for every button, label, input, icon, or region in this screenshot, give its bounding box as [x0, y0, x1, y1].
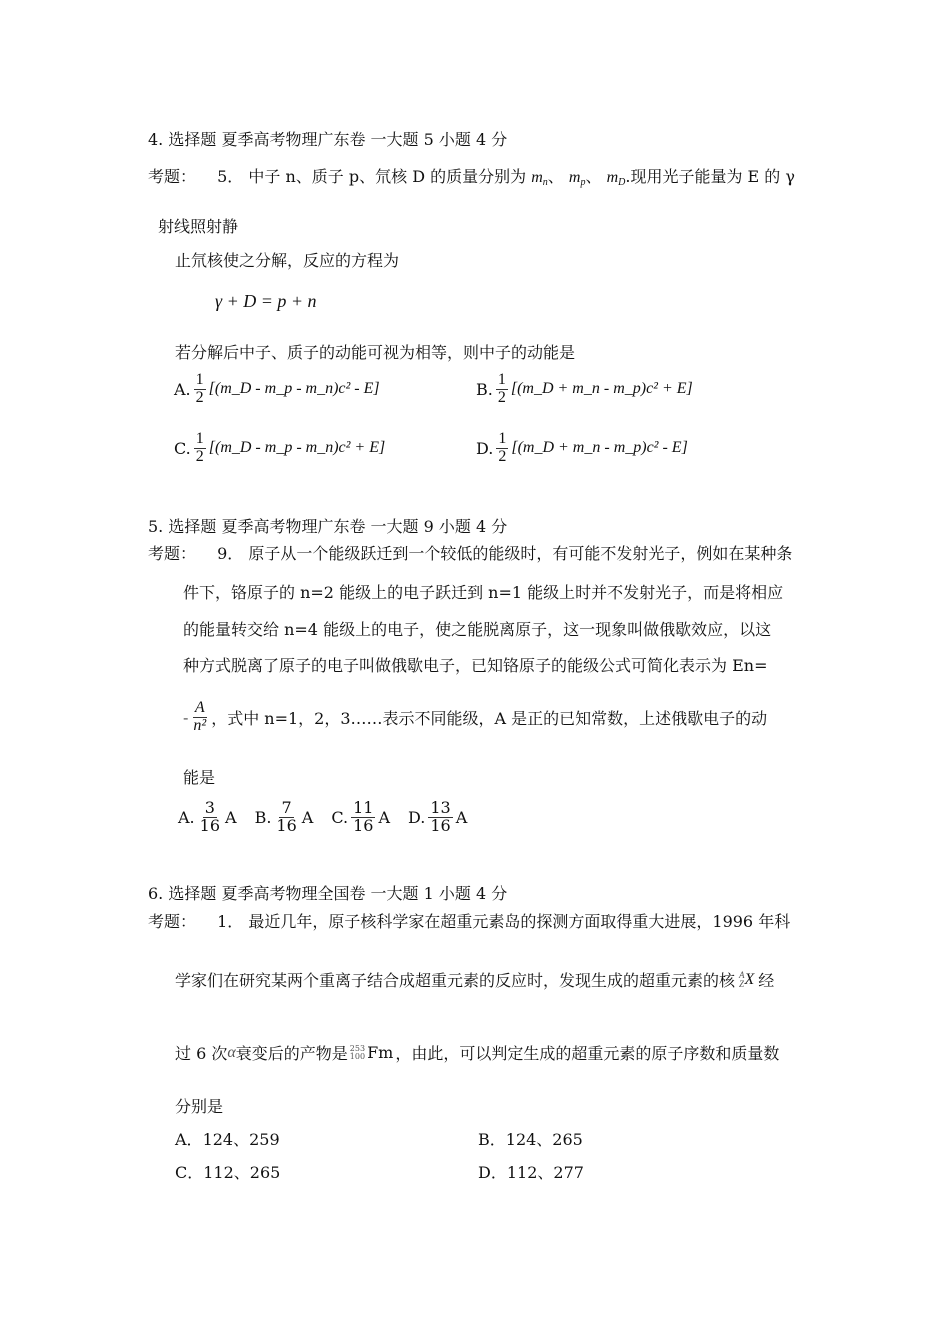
- q6-label: 考题：: [148, 912, 197, 931]
- q4-mass-d: $m_D$: [606, 169, 626, 188]
- q6-option-b[interactable]: [478, 1127, 583, 1150]
- q4-label: 考题：: [148, 167, 197, 186]
- q4-option-d-expr: [(m_D + m_n - m_p)c² - E]: [511, 439, 688, 457]
- q4-option-c[interactable]: [174, 431, 385, 466]
- q6-line1: 最近几年，原子核科学家在超重元素岛的探测方面取得重大进展，1996 年科: [248, 912, 791, 931]
- q4-header: 4. 选择题 夏季高考物理广东卷 一大题 5 小题 4 分: [148, 130, 508, 149]
- q6-option-a[interactable]: [175, 1127, 280, 1150]
- q4-line1-a: 中子 n、质子 p、氘核 D 的质量分别为: [248, 167, 527, 186]
- q5-option-c-fraction: $\frac{11}{16}$: [353, 798, 374, 835]
- q4-option-b-expr: [(m_D + m_n - m_p)c² + E]: [510, 380, 693, 398]
- q4-option-c-label: C.: [174, 438, 191, 458]
- q4-option-a-fraction: $\frac{1}{2}$: [195, 371, 204, 406]
- q6-option-d[interactable]: [478, 1160, 584, 1183]
- q6-line2: [175, 968, 774, 991]
- q6-option-b-value: 124、265: [505, 1130, 583, 1149]
- q6-line4: 分别是: [175, 1097, 224, 1116]
- q6-line2-text: 学家们在研究某两个重离子结合成超重元素的反应时，发现生成的超重元素的核: [175, 971, 736, 990]
- q6-nuclide-fm: 253 100 Fm: [349, 1043, 394, 1062]
- q4-option-b-fraction: $\frac{1}{2}$: [497, 371, 506, 406]
- q6-option-a-value: 124、259: [202, 1130, 280, 1149]
- q5-option-c-unit: A: [378, 807, 391, 827]
- q6-option-c-label: C．: [175, 1163, 204, 1182]
- q6-line3-a: 过 6 次: [175, 1044, 228, 1063]
- q4-equation: γ + D = p + n: [215, 291, 317, 311]
- q4-option-b-label: B.: [476, 379, 493, 399]
- q5-option-c[interactable]: [331, 800, 390, 835]
- q5-line4: 种方式脱离了原子的电子叫做俄歇电子，已知铬原子的能级公式可简化表示为 En=: [183, 656, 768, 675]
- q6-option-c-value: 112、265: [203, 1163, 281, 1182]
- q5-option-a-label: A.: [178, 807, 195, 827]
- q5-option-b[interactable]: [255, 800, 314, 835]
- q5-label: 考题：: [148, 544, 197, 563]
- q5-option-d-unit: A: [455, 807, 468, 827]
- q6-header: 6. 选择题 夏季高考物理全国卷 一大题 1 小题 4 分: [148, 884, 508, 903]
- q4-sep2: 、: [585, 167, 602, 186]
- q4-option-a-expr: [(m_D - m_p - m_n)c² - E]: [208, 380, 380, 398]
- q4-line4: 若分解后中子、质子的动能可视为相等，则中子的动能是: [175, 343, 576, 362]
- q4-option-c-fraction: $\frac{1}{2}$: [195, 430, 204, 465]
- q4-sep1: 、: [547, 167, 564, 186]
- q4-option-a-label: A.: [174, 379, 191, 399]
- q5-line2: 件下，铬原子的 n=2 能级上的电子跃迁到 n=1 能级上时并不发射光子，而是将相应: [183, 583, 784, 602]
- q5-first-line: [148, 541, 792, 564]
- q6-alpha: α: [227, 1043, 236, 1061]
- q5-line5-text: ，式中 n=1，2，3……表示不同能级，A 是正的已知常数，上述俄歇电子的动: [211, 708, 768, 728]
- q5-line3: 的能量转交给 n=4 能级上的电子，使之能脱离原子，这一现象叫做俄歇效应，以这: [183, 620, 772, 639]
- q5-energy-fraction: $\frac{A}{\text{n²}}$: [193, 699, 207, 734]
- q4-first-line: [148, 164, 795, 188]
- q6-nuclide-x: A Z X: [739, 969, 755, 989]
- q4-option-b[interactable]: [476, 372, 693, 407]
- q5-line1: 原子从一个能级跃迁到一个较低的能级时，有可能不发射光子，例如在某种条: [248, 544, 793, 563]
- q6-line2-end: 经: [758, 971, 775, 990]
- q4-option-a[interactable]: [174, 372, 380, 407]
- q5-option-d[interactable]: [408, 800, 467, 835]
- q5-minus-sign: -: [183, 707, 189, 727]
- q6-option-d-value: 112、277: [506, 1163, 584, 1182]
- q6-option-b-label: B．: [478, 1130, 506, 1149]
- q5-option-b-unit: A: [301, 807, 314, 827]
- q5-option-b-fraction: $\frac{7}{16}$: [276, 798, 297, 835]
- q6-first-line: [148, 909, 790, 932]
- q5-header: 5. 选择题 夏季高考物理广东卷 一大题 9 小题 4 分: [148, 517, 508, 536]
- q5-option-d-label: D.: [408, 807, 426, 827]
- q4-option-d-label: D.: [476, 438, 494, 458]
- q5-line5: [183, 700, 767, 735]
- q6-option-a-label: A．: [175, 1130, 203, 1149]
- q6-line3-c: ，由此，可以判定生成的超重元素的原子序数和质量数: [395, 1044, 780, 1063]
- q4-option-d-fraction: $\frac{1}{2}$: [498, 430, 507, 465]
- q5-option-a[interactable]: [178, 800, 237, 835]
- q5-option-d-fraction: $\frac{13}{16}$: [430, 798, 451, 835]
- q5-option-b-label: B.: [254, 807, 272, 827]
- q4-number: 5．: [217, 167, 244, 186]
- q6-option-c[interactable]: [175, 1160, 280, 1183]
- q5-options: [178, 800, 467, 835]
- q6-line3-b: 衰变后的产物是: [235, 1044, 348, 1063]
- q5-option-a-fraction: $\frac{3}{16}$: [199, 798, 220, 835]
- q5-number: 9．: [217, 544, 244, 563]
- q5-line6: 能是: [183, 768, 216, 787]
- q6-line3: [175, 1041, 779, 1064]
- q6-number: 1．: [217, 912, 244, 931]
- q4-option-c-expr: [(m_D - m_p - m_n)c² + E]: [208, 439, 386, 457]
- q4-option-d[interactable]: [476, 431, 688, 466]
- q5-option-c-label: C.: [331, 807, 349, 827]
- q4-line1-b: .现用光子能量为 E 的 γ: [625, 167, 795, 186]
- q4-line3: 止氘核使之分解，反应的方程为: [175, 251, 400, 270]
- q6-option-d-label: D．: [478, 1163, 507, 1182]
- q4-mass-p: $m_p$: [568, 169, 586, 188]
- q5-option-a-unit: A: [225, 807, 237, 827]
- q4-mass-n: $m_n$: [531, 169, 548, 188]
- q4-line2: 射线照射静: [158, 217, 239, 236]
